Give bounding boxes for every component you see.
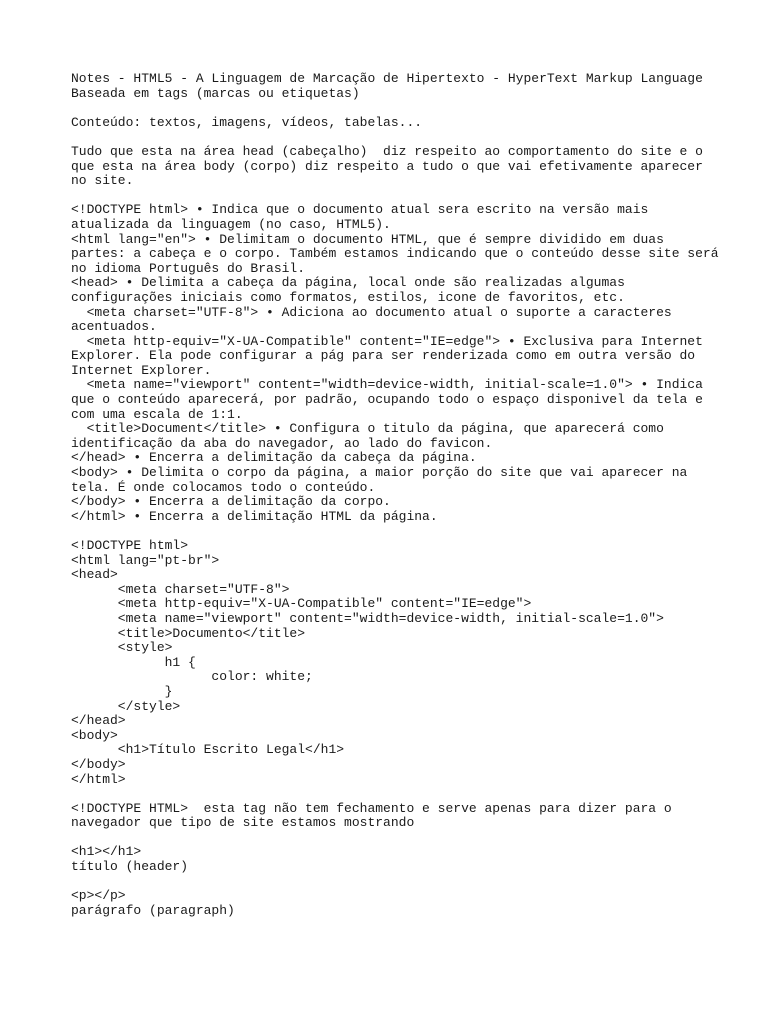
text-line: no site.: [71, 173, 134, 189]
text-line: Internet Explorer.: [71, 362, 212, 378]
text-line: identificação da aba do navegador, ao lado do favicon.: [71, 435, 493, 451]
text-line: configurações iniciais como formatos, estilos, icone de favoritos, etc.: [71, 289, 625, 305]
text-line: </head>: [71, 713, 126, 729]
blank-line: [71, 831, 751, 846]
text-line: </html>: [71, 771, 126, 787]
text-line: <style>: [71, 640, 173, 656]
text-line: <body> • Delimita o corpo da página, a maior porção do site que vai aparecer na: [71, 465, 688, 481]
blank-line: [71, 524, 751, 539]
text-line: parágrafo (paragraph): [71, 902, 235, 918]
text-line: <title>Document</title> • Configura o titulo da página, que aparecerá como: [71, 421, 664, 437]
blank-line: [71, 189, 751, 204]
text-line: que o conteúdo aparecerá, por padrão, ocupando todo o espaço disponivel da tela e: [71, 392, 703, 408]
text-line: <meta http-equiv="X-UA-Compatible" content="IE=edge"> • Exclusiva para Internet: [71, 333, 703, 349]
text-line: </html> • Encerra a delimitação HTML da página.: [71, 508, 438, 524]
text-line: <head>: [71, 567, 118, 583]
text-line: <meta charset="UTF-8"> • Adiciona ao documento atual o suporte a caracteres: [71, 304, 672, 320]
text-line: Explorer. Ela pode configurar a pág para ser renderizada como em outra versão do: [71, 348, 696, 364]
text-line: <!DOCTYPE html>: [71, 538, 189, 553]
text-line: <meta http-equiv="X-UA-Compatible" content="IE=edge">: [71, 596, 532, 612]
text-line: que esta na área body (corpo) diz respeito a tudo o que vai efetivamente aparecer: [71, 158, 703, 174]
text-line: <html lang="pt-br">: [71, 552, 220, 568]
text-line: navegador que tipo de site estamos mostrando: [71, 815, 415, 831]
text-line: </head> • Encerra a delimitação da cabeça da página.: [71, 450, 477, 466]
text-line: <meta charset="UTF-8">: [71, 581, 290, 597]
text-line: no idioma Português do Brasil.: [71, 260, 306, 276]
text-line: <h1></h1>: [71, 844, 142, 860]
text-line: atualizada da linguagem (no caso, HTML5).: [71, 216, 391, 232]
text-line: <meta name="viewport" content="width=device-width, initial-scale=1.0"> • Indica: [71, 377, 703, 393]
text-line: Baseada em tags (marcas ou etiquetas): [71, 85, 360, 101]
text-line: Notes - HTML5 - A Linguagem de Marcação de Hipertexto - HyperText Markup Language: [71, 71, 703, 86]
blank-line: [71, 130, 751, 145]
text-line: <head> • Delimita a cabeça da página, local onde são realizadas algumas: [71, 275, 625, 291]
text-line: </body>: [71, 756, 126, 772]
text-line: Conteúdo: textos, imagens, vídeos, tabelas...: [71, 114, 423, 130]
text-line: <!DOCTYPE HTML> esta tag não tem fechamento e serve apenas para dizer para o: [71, 800, 672, 816]
blank-line: [71, 787, 751, 802]
text-line: <body>: [71, 727, 118, 743]
text-line: acentuados.: [71, 319, 157, 335]
blank-line: [71, 875, 751, 890]
text-line: partes: a cabeça e o corpo. Também estamos indicando que o conteúdo desse site será: [71, 246, 719, 262]
text-line: <!DOCTYPE html> • Indica que o documento atual sera escrito na versão mais: [71, 202, 649, 218]
text-line: título (header): [71, 859, 189, 875]
document-page: [71, 72, 751, 918]
text-line: h1 {: [71, 654, 196, 670]
text-line: }: [71, 683, 173, 699]
text-line: tela. É onde colocamos todo o conteúdo.: [71, 479, 376, 495]
text-line: <h1>Título Escrito Legal</h1>: [71, 742, 345, 758]
text-line: color: white;: [71, 669, 313, 685]
text-line: <title>Documento</title>: [71, 625, 306, 641]
text-line: <p></p>: [71, 888, 126, 904]
text-line: </style>: [71, 698, 181, 714]
text-line: Tudo que esta na área head (cabeçalho) diz respeito ao comportamento do site e o: [71, 143, 703, 159]
text-line: <html lang="en"> • Delimitam o documento HTML, que é sempre dividido em duas: [71, 231, 664, 247]
text-line: com uma escala de 1:1.: [71, 406, 243, 422]
blank-line: [71, 101, 751, 116]
text-line: <meta name="viewport" content="width=device-width, initial-scale=1.0">: [71, 610, 664, 626]
text-line: </body> • Encerra a delimitação da corpo.: [71, 494, 391, 510]
